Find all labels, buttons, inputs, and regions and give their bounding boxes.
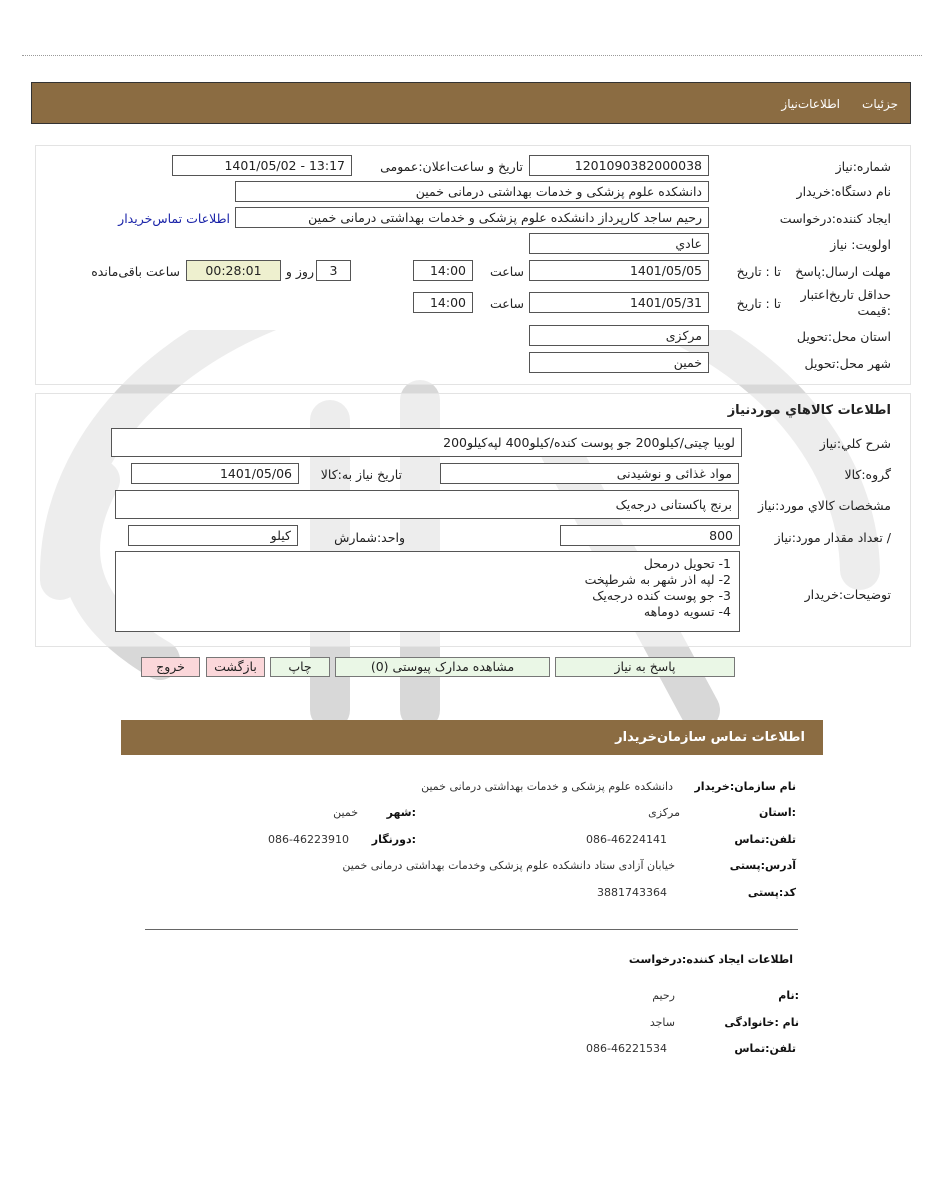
general-desc-label: شرح كلي:نياز (819, 436, 891, 451)
tab-need-info[interactable]: اطلاعات‌نیاز (781, 97, 840, 111)
need-number-label: شماره:نیاز (835, 159, 891, 174)
deadline-label: مهلت ارسال:پاسخ (795, 264, 891, 279)
note-line: 3- جو پوست کنده درجه‌یک (592, 588, 731, 603)
contact-fax-label: :دورنگار (371, 833, 416, 846)
view-attachments-button[interactable]: مشاهده مدارک پیوستی (0) (335, 657, 550, 677)
requester-last-name-label: نام :خانوادگی (724, 1016, 799, 1029)
days-label: روز و (285, 264, 314, 279)
requester-first-name-value: رحیم (652, 989, 675, 1002)
buyer-contact-link[interactable]: اطلاعات تماس‌خریدار (118, 211, 230, 226)
goods-group-label: گروه:کالا (844, 467, 891, 482)
contact-city-label: :شهر (386, 806, 416, 819)
buyer-contact-header (121, 720, 823, 755)
need-date-label: تاریخ نیاز به:کالا (320, 467, 402, 482)
contact-postal-label: کد:پستی (747, 886, 796, 899)
remaining-label: ساعت باقی‌مانده (91, 264, 180, 279)
exit-button[interactable]: خروج (141, 657, 200, 677)
contact-address-value: خیابان آزادی ستاد دانشکده علوم پزشکی وخدمات بهداشتی درمانی خمین (342, 859, 675, 872)
requester-section-title: اطلاعات ایجاد کننده:درخواست (628, 953, 793, 966)
contact-org-value: دانشکده علوم پزشکی و خدمات بهداشتی درمانی خمین (421, 780, 673, 793)
validity-date-field: 1401/05/31 (529, 292, 709, 313)
quantity-field: 800 (560, 525, 740, 546)
page-header-bar (31, 82, 911, 124)
unit-label: واحد:شمارش (334, 530, 405, 545)
note-line: 4- تسویه دوماهه (643, 604, 731, 619)
note-line: 1- تحویل درمحل (643, 556, 731, 571)
requester-last-name-value: ساجد (649, 1016, 675, 1029)
need-number-field: 1201090382000038 (529, 155, 709, 176)
validity-to-date-label: تا : تاریخ (736, 296, 781, 311)
buyer-notes-label: توضیحات:خریدار (804, 587, 891, 602)
goods-spec-field: برنج پاکستانی درجه‌یک (115, 490, 739, 519)
priority-label: اولویت: نیاز (830, 237, 891, 252)
contact-city-value: خمین (333, 806, 358, 819)
buyer-notes-field (115, 551, 740, 632)
validity-time-label: ساعت (489, 296, 524, 311)
contact-phone-label: تلفن:تماس (734, 833, 796, 846)
announce-date-field: 1401/05/02 - 13:17 (172, 155, 352, 176)
remaining-time-field: 00:28:01 (186, 260, 281, 281)
validity-label-line1: حداقل تاریخ‌اعتبار (800, 287, 891, 302)
requester-phone-value: 086-46221534 (586, 1042, 667, 1055)
city-field: خمین (529, 352, 709, 373)
unit-field: کیلو (128, 525, 298, 546)
buyer-contact-title: اطلاعات تماس سازمان‌خریدار (615, 730, 805, 745)
city-label: شهر محل:تحویل (804, 356, 891, 371)
goods-spec-label: مشخصات كالاي مورد:نياز (757, 498, 891, 513)
contact-phone-value: 086-46224141 (586, 833, 667, 846)
contact-fax-value: 086-46223910 (268, 833, 349, 846)
deadline-time-field: 14:00 (413, 260, 473, 281)
requester-first-name-label: :نام (778, 989, 799, 1002)
reply-to-need-button[interactable]: پاسخ به نیاز (555, 657, 735, 677)
goods-group-field: مواد غذائی و نوشیدنی (440, 463, 739, 484)
creator-label: ایجاد کننده:درخواست (779, 211, 891, 226)
contact-divider (145, 929, 798, 930)
requester-phone-label: تلفن:تماس (734, 1042, 796, 1055)
contact-postal-value: 3881743364 (597, 886, 667, 899)
announce-date-label: تاریخ و ساعت‌اعلان:عمومی (380, 159, 523, 174)
quantity-label: / تعداد مقدار مورد:نیاز (774, 530, 891, 545)
deadline-date-field: 1401/05/05 (529, 260, 709, 281)
priority-field: عادي (529, 233, 709, 254)
print-button[interactable]: چاپ (270, 657, 330, 677)
tab-details[interactable]: جزئیات (862, 97, 898, 111)
need-date-field: 1401/05/06 (131, 463, 299, 484)
contact-org-label: نام سازمان:خریدار (694, 780, 796, 793)
validity-label-line2: :قیمت (857, 303, 891, 318)
back-button[interactable]: بازگشت (206, 657, 265, 677)
province-label: استان محل:تحویل (796, 329, 891, 344)
creator-field: رحیم ساجد کارپرداز دانشکده علوم پزشکی و خدمات بهداشتی درمانی خمین (235, 207, 709, 228)
contact-province-label: :استان (759, 806, 796, 819)
goods-section-title: اطلاعات كالاهاي موردنياز (727, 403, 891, 418)
validity-time-field: 14:00 (413, 292, 473, 313)
deadline-to-date-label: تا : تاریخ (736, 264, 781, 279)
buyer-org-field: دانشکده علوم پزشکی و خدمات بهداشتی درمانی خمین (235, 181, 709, 202)
general-desc-field: لوبیا چیتی/کیلو200 جو پوست کنده/کیلو400 لپه‌کیلو200 (111, 428, 742, 457)
buyer-org-label: نام دستگاه:خریدار (796, 184, 891, 199)
note-line: 2- لپه اذر شهر به شرطپخت (584, 572, 731, 587)
deadline-time-label: ساعت (489, 264, 524, 279)
days-field: 3 (316, 260, 351, 281)
contact-province-value: مرکزی (648, 806, 680, 819)
contact-address-label: آدرس:پستی (729, 859, 796, 872)
top-divider (22, 55, 922, 56)
province-field: مرکزی (529, 325, 709, 346)
